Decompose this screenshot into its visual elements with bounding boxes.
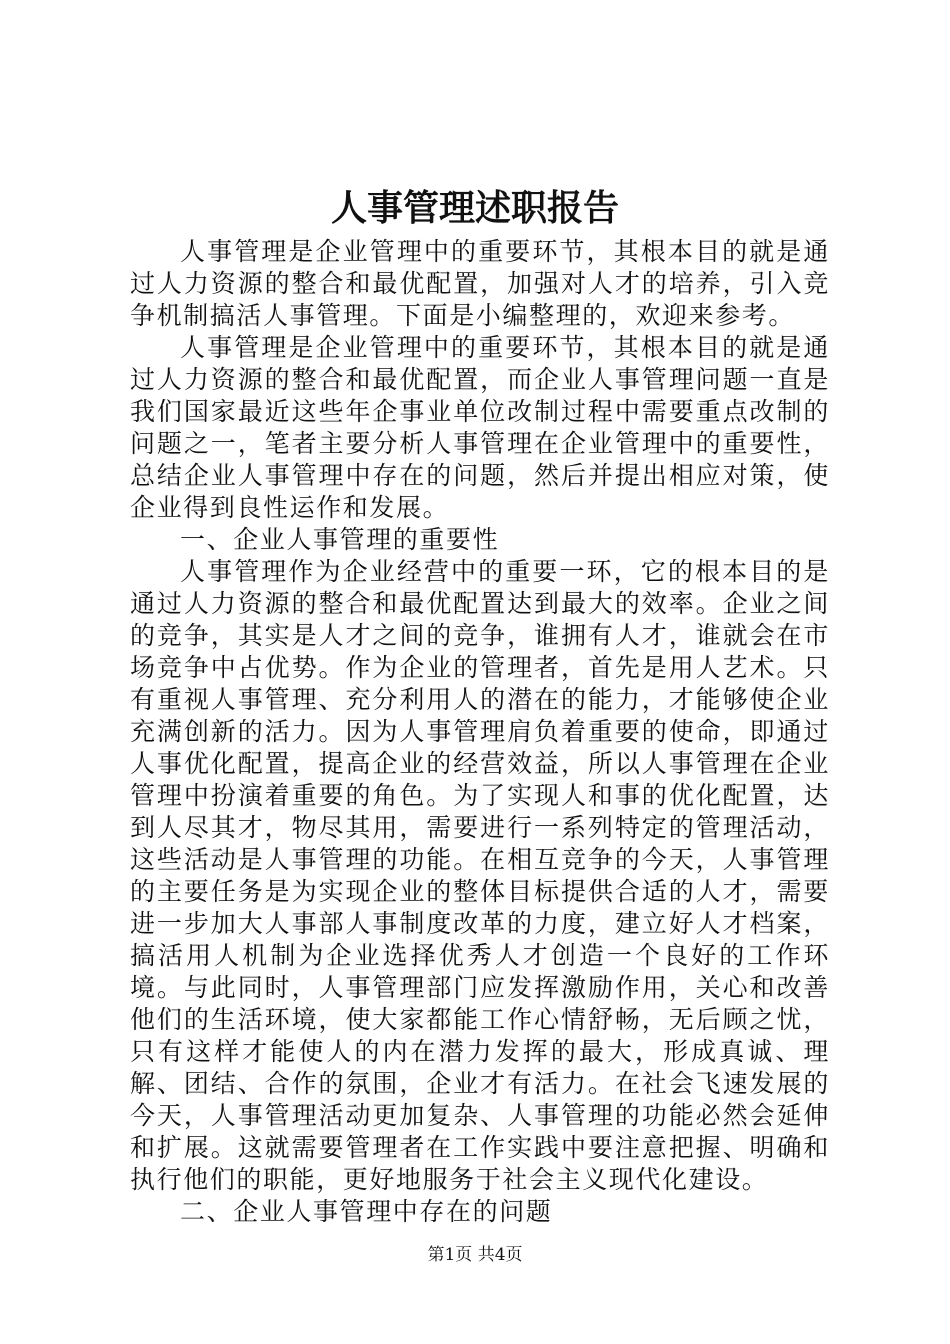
section-2-heading: 二、企业人事管理中存在的问题	[180, 1197, 553, 1226]
intro-paragraph: 人事管理是企业管理中的重要环节，其根本目的就是通过人力资源的整合和最优配置，加强对人才的培养，引入竞争机制搞活人事管理。下面是小编整理的，欢迎来参考。	[130, 237, 830, 330]
document-body	[130, 236, 830, 1228]
page-footer: 第1页 共4页	[427, 1245, 523, 1265]
section-1-heading: 一、企业人事管理的重要性	[180, 525, 500, 554]
document-title: 人事管理述职报告	[330, 187, 619, 229]
overview-paragraph: 人事管理是企业管理中的重要环节，其根本目的就是通过人力资源的整合和最优配置，而企业人事管理问题一直是我们国家最近这些年企事业单位改制过程中需要重点改制的问题之一，笔者主要分析人事管理在企业管理中的重要性，总结企业人事管理中存在的问题，然后并提出相应对策，使企业得到良性运作和发展。	[130, 333, 830, 522]
section-1-paragraph: 人事管理作为企业经营中的重要一环，它的根本目的是通过人力资源的整合和最优配置达到最大的效率。企业之间的竞争，其实是人才之间的竞争，谁拥有人才，谁就会在市场竞争中占优势。作为企业的管理者，首先是用人艺术。只有重视人事管理、充分利用人的潜在的能力，才能够使企业充满创新的活力。因为人事管理肩负着重要的使命，即通过人事优化配置，提高企业的经营效益，所以人事管理在企业管理中扮演着重要的角色。为了实现人和事的优化配置，达到人尽其才，物尽其用，需要进行一系列特定的管理活动，这些活动是人事管理的功能。在相互竞争的今天，人事管理的主要任务是为实现企业的整体目标提供合适的人才，需要进一步加大人事部人事制度改革的力度，建立好人才档案，搞活用人机制为企业选择优秀人才创造一个良好的工作环境。与此同时，人事管理部门应发挥激励作用，关心和改善他们的生活环境，使大家都能工作心情舒畅，无后顾之忧，只有这样才能使人的内在潜力发挥的最大，形成真诚、理解、团结、合作的氛围，企业才有活力。在社会飞速发展的今天，人事管理活动更加复杂、人事管理的功能必然会延伸和扩展。这就需要管理者在工作实践中要注意把握、明确和执行他们的职能，更好地服务于社会主义现代化建设。	[130, 557, 830, 1194]
